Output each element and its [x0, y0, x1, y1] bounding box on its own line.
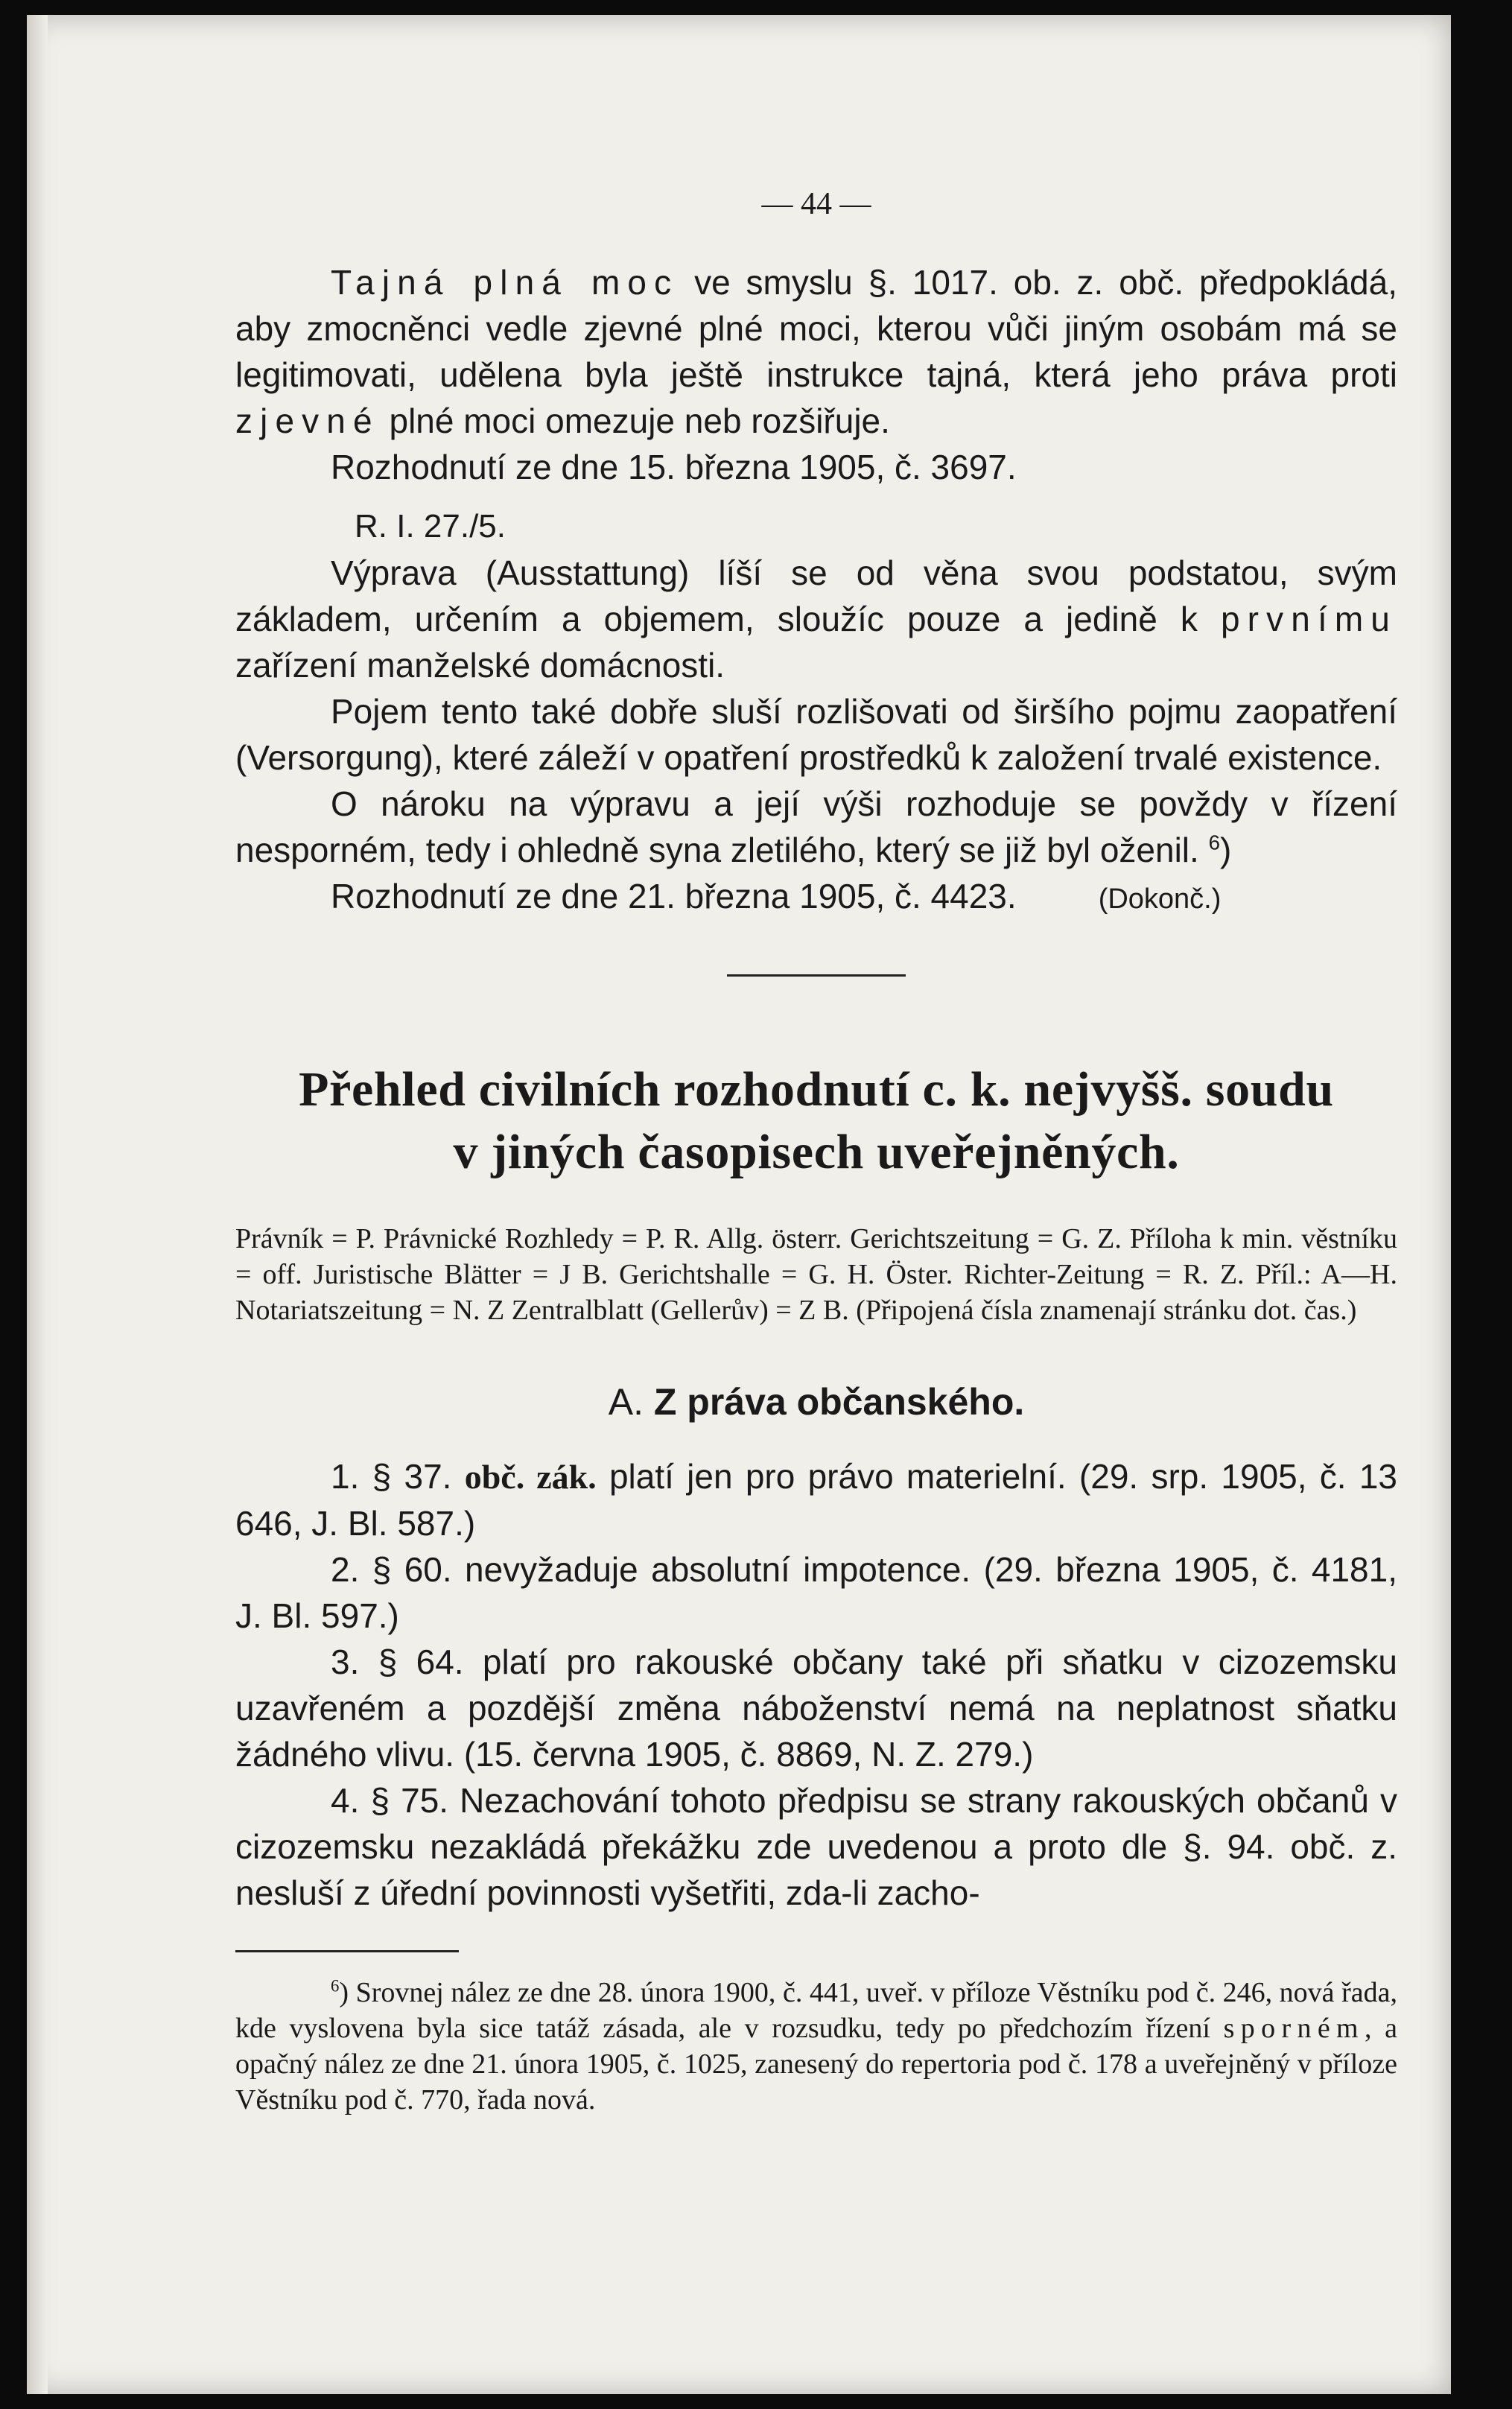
- entry-3: [235, 1639, 1397, 1777]
- ruling-2-text: Rozhodnutí ze dne 21. března 1905, č. 4423.: [331, 877, 1017, 915]
- section-title-text: Z práva občanského.: [653, 1381, 1025, 1423]
- paragraph-narok: [235, 781, 1397, 873]
- section-separator: [727, 974, 906, 977]
- para4-text: O nároku na výpravu a její výši rozhoduje se povždy v řízení nesporném, tedy i ohledně syna zletilého, který se již byl oženil.: [235, 784, 1397, 869]
- ruling-1: Rozhodnutí ze dne 15. března 1905, č. 3697.: [331, 448, 1017, 486]
- entry-3-text: 3. § 64. platí pro rakouské občany také při sňatku v cizozemsku uzavřeném a pozdější změna náboženství nemá na neplatnost sňatku žádného vlivu. (15. června 1905, č. 8869, N. Z. 279.): [235, 1642, 1397, 1774]
- entry-1-bold: obč. zák.: [464, 1458, 597, 1496]
- section-prefix: A.: [608, 1381, 644, 1423]
- para2-text-b: zařízení manželské domácnosti.: [235, 646, 725, 685]
- footnote-ref: 6: [1208, 831, 1220, 854]
- paragraph-vyprava: [235, 550, 1397, 688]
- scanned-page: [27, 15, 1451, 2394]
- entries-list: [235, 1453, 1397, 1916]
- entry-4-text: 4. § 75. Nezachování tohoto předpisu se strany rakouských občanů v cizozemsku nezakládá překážku zde uvedenou a proto dle §. 94. obč. z. nesluší z úřední povinnosti vyšetřiti, zda-li zacho-: [235, 1781, 1397, 1912]
- entry-1-text-b: platí jen pro právo materielní. (29. srp. 1905, č. 13 646, J. Bl. 587.): [235, 1457, 1398, 1543]
- footnote-text: [235, 1975, 1397, 2118]
- abbreviations-list: Právník = P. Právnické Rozhledy = P. R. Allg. österr. Gerichtszeitung = G. Z. Příloha k min. věstníku = off. Juristische Blätter = J B. Gerichtshalle = G. H. Öster. Richter-Zeitung = R. Z. Příl.: A—H. Notariatszeitung = N. Z Zentralblatt (Gellerův) = Z B. (Připojená čísla znamenají stránku dot. čas.): [235, 1223, 1397, 1326]
- para1-text-b: plné moci omezuje neb rozšiřuje.: [379, 402, 890, 440]
- footnote-marker: 6: [331, 1976, 340, 1996]
- paragraph-tajna-plna-moc: [235, 259, 1397, 444]
- para1-text-a: ve smyslu §. 1017. ob. z. obč. předpokládá, aby zmocněnci vedle zjevné plné moci, kterou vůči jiným osobám má se legitimovati, udělena byla ještě instrukce tajná, která jeho práva proti: [235, 263, 1397, 394]
- page-edge-shadow: [27, 15, 48, 2394]
- entry-2-text: 2. § 60. nevyžaduje absolutní impotence. (29. března 1905, č. 4181, J. Bl. 597.): [235, 1550, 1397, 1635]
- page-content: [235, 186, 1397, 2118]
- entry-2: [235, 1546, 1397, 1639]
- page-number: — 44 —: [761, 187, 871, 221]
- entry-1: [235, 1453, 1397, 1546]
- entry-4: [235, 1777, 1397, 1916]
- para2-text-a: Výprava (Ausstattung) líší se od věna svou podstatou, svým základem, určením a objemem, sloužíc pouze a jedině k: [235, 553, 1397, 638]
- reference-r: R. I. 27./5.: [355, 508, 506, 545]
- footnote-text-a: ) Srovnej nález ze dne 28. února 1900, č. 441, uveř. v příloze Věstníku pod č. 246, nová řada, kde vyslovena byla sice tatáž zásada, ale v rozsudku, tedy po předchozím řízení: [235, 1977, 1397, 2044]
- spaced-zjevne: zjevné: [235, 402, 380, 440]
- ruling-2-note: (Dokonč.): [1098, 883, 1222, 915]
- footnote: [235, 1975, 1397, 2118]
- spaced-lead: Tajná plná moc: [331, 263, 679, 302]
- heading-line-2: v jiných časopisech uveřejněných.: [453, 1125, 1180, 1179]
- section-title: [235, 1380, 1397, 1424]
- entry-1-text-a: 1. § 37.: [331, 1457, 465, 1496]
- paragraph-pojem: Pojem tento také dobře sluší rozlišovati od širšího pojmu zaopatření (Versorgung), které záleží v opatření prostředků k založení trvalé existence.: [235, 692, 1397, 777]
- footnote-spaced: sporném: [1223, 2013, 1365, 2044]
- footnote-ref-close: ): [1219, 831, 1232, 869]
- footnote-rule: [235, 1950, 459, 1952]
- spaced-prvnimu: prvnímu: [1220, 600, 1397, 638]
- heading-line-1: Přehled civilních rozhodnutí c. k. nejvyšš. soudu: [299, 1062, 1334, 1117]
- footnote-text-b: , a opačný nález ze dne 21. února 1905, č. 1025, zanesený do repertoria pod č. 178 a uveřejněný v příloze Věstníku pod č. 770, řada nová.: [235, 2013, 1397, 2116]
- ruling-2: [235, 873, 1397, 922]
